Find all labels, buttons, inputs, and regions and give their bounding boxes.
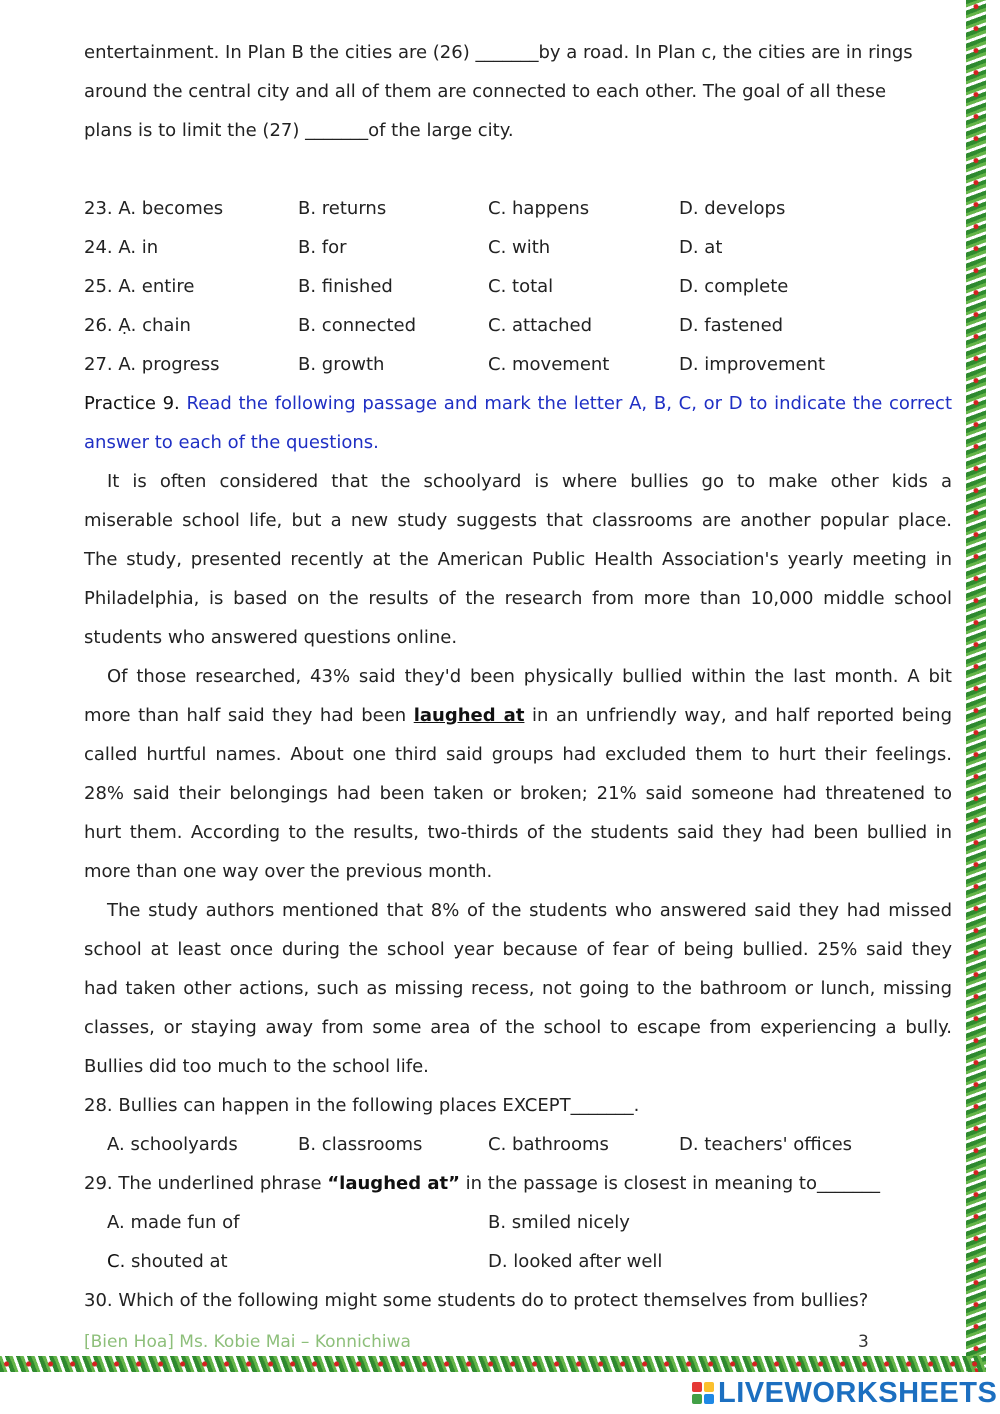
paragraph-line: Philadelphia, is based on the results of the research from more than 10,000 middle school xyxy=(84,588,952,609)
page-number: 3 xyxy=(858,1332,869,1352)
text-fragment: in the passage is closest in meaning to_______ xyxy=(459,1173,880,1194)
logo-square xyxy=(692,1382,702,1392)
q28-option-b[interactable]: B. classrooms xyxy=(298,1134,423,1155)
q28-option-c[interactable]: C. bathrooms xyxy=(488,1134,609,1155)
text-fragment: in an unfriendly way, and half reported being xyxy=(524,705,952,726)
footer-credit: [Bien Hoa] Ms. Kobie Mai – Konnichiwa xyxy=(84,1332,411,1352)
option-b[interactable]: B. growth xyxy=(298,354,385,375)
q29-option-c[interactable] xyxy=(107,1242,228,1281)
option-c[interactable]: C. movement xyxy=(488,354,610,375)
q28-option-d[interactable]: D. teachers' offices xyxy=(679,1134,853,1155)
brand-name: LIVEWORKSHEETS xyxy=(718,1376,998,1409)
paragraph-line: 28% said their belongings had been taken or broken; 21% said someone had threatened to xyxy=(84,783,952,804)
underlined-phrase: laughed at xyxy=(413,705,525,726)
option-d[interactable]: D. develops xyxy=(679,198,786,219)
paragraph-line: classes, or staying away from some area of the school to escape from experiencing a bully. xyxy=(84,1017,952,1038)
passage-line: plans is to limit the (27) _______of the large city. xyxy=(84,120,514,141)
paragraph-line: had taken other actions, such as missing recess, not going to the bathroom or lunch, missing xyxy=(84,978,952,999)
paragraph-line: Bullies did too much to the school life. xyxy=(84,1056,429,1077)
q28-option-a[interactable]: A. schoolyards xyxy=(107,1134,238,1155)
liveworksheets-logo[interactable] xyxy=(692,1375,997,1411)
paragraph-line: Of those researched, 43% said they'd been physically bullied within the last month. A bit xyxy=(107,666,952,687)
option-a[interactable]: 24. A. in xyxy=(84,237,159,258)
option-c[interactable]: C. attached xyxy=(488,315,592,336)
option-d[interactable]: D. fastened xyxy=(679,315,784,336)
option-b[interactable]: B. returns xyxy=(298,198,387,219)
paragraph-line: school at least once during the school year because of fear of being bullied. 25% said they xyxy=(84,939,952,960)
option-a[interactable]: 25. A. entire xyxy=(84,276,195,297)
logo-square xyxy=(704,1382,714,1392)
practice-label: Practice 9. xyxy=(84,393,180,414)
option-a[interactable]: 23. A. becomes xyxy=(84,198,224,219)
question-30-stem: 30. Which of the following might some students do to protect themselves from bullies? xyxy=(84,1290,869,1311)
holly-border-right xyxy=(966,0,986,1372)
text-fragment: more than half said they had been xyxy=(84,705,414,726)
paragraph-line: hurt them. According to the results, two-thirds of the students said they had been bullied in xyxy=(84,822,952,843)
practice-instruction xyxy=(84,384,952,423)
logo-grid-icon xyxy=(692,1382,714,1404)
question-28-stem: 28. Bullies can happen in the following places EXCEPT_______. xyxy=(84,1095,640,1116)
option-d[interactable]: D. complete xyxy=(679,276,789,297)
option-text: shouted at xyxy=(125,1251,228,1272)
instruction-text: Read the following passage and mark the letter A, B, C, or D to indicate the correct xyxy=(179,393,953,414)
option-b[interactable]: B. connected xyxy=(298,315,417,336)
logo-square xyxy=(692,1394,702,1404)
logo-square xyxy=(704,1394,714,1404)
passage-line: around the central city and all of them are connected to each other. The goal of all these xyxy=(84,81,887,102)
option-a[interactable]: 27. A. progress xyxy=(84,354,220,375)
q29-option-a[interactable]: A. made fun of xyxy=(107,1212,240,1233)
option-b[interactable]: B. for xyxy=(298,237,347,258)
option-letter: C. xyxy=(107,1251,126,1272)
instruction-text: answer to each of the questions. xyxy=(84,432,379,453)
holly-border-bottom xyxy=(0,1356,986,1372)
quoted-phrase: “laughed at” xyxy=(327,1173,460,1194)
q29-option-b[interactable]: B. smiled nicely xyxy=(488,1212,630,1233)
paragraph-line: The study, presented recently at the American Public Health Association's yearly meeting in xyxy=(84,549,952,570)
paragraph-line: more than one way over the previous month. xyxy=(84,861,493,882)
passage-line: entertainment. In Plan B the cities are (26) _______by a road. In Plan c, the cities are in rings xyxy=(84,42,913,63)
q29-option-d[interactable]: D. looked after well xyxy=(488,1251,663,1272)
paragraph-line: The study authors mentioned that 8% of the students who answered said they had missed xyxy=(107,900,952,921)
option-c[interactable]: C. with xyxy=(488,237,551,258)
option-b[interactable]: B. finished xyxy=(298,276,393,297)
paragraph-line xyxy=(84,696,952,735)
paragraph-line: students who answered questions online. xyxy=(84,627,458,648)
text-fragment: 29. The underlined phrase xyxy=(84,1173,328,1194)
option-d[interactable]: D. at xyxy=(679,237,723,258)
option-c[interactable]: C. total xyxy=(488,276,554,297)
option-d[interactable]: D. improvement xyxy=(679,354,826,375)
paragraph-line: called hurtful names. About one third said groups had excluded them to hurt their feelings. xyxy=(84,744,952,765)
paragraph-line: It is often considered that the schoolyard is where bullies go to make other kids a xyxy=(107,471,952,492)
option-c[interactable]: C. happens xyxy=(488,198,590,219)
question-29-stem xyxy=(84,1164,880,1203)
paragraph-line: miserable school life, but a new study suggests that classrooms are another popular place. xyxy=(84,510,952,531)
option-a[interactable]: 26. Ạ. chain xyxy=(84,315,191,336)
